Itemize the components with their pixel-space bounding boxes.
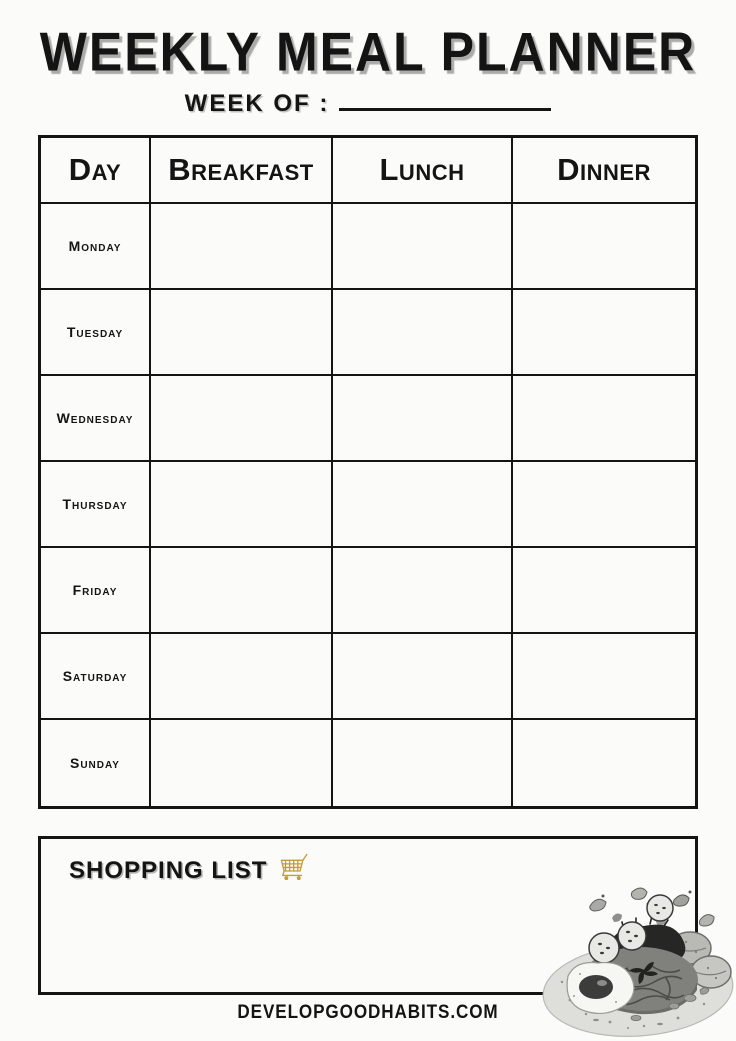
breakfast-cell-monday[interactable] — [151, 204, 333, 290]
day-cell-saturday: Saturday — [41, 634, 151, 720]
lunch-cell-wednesday[interactable] — [333, 376, 513, 462]
breakfast-cell-wednesday[interactable] — [151, 376, 333, 462]
day-cell-friday: Friday — [41, 548, 151, 634]
breakfast-cell-tuesday[interactable] — [151, 290, 333, 376]
food-plate-illustration — [540, 878, 736, 1038]
footer-website: DEVELOPGOODHABITS.COM — [237, 1002, 499, 1023]
header-breakfast: Breakfast — [151, 138, 333, 204]
header-day: Day — [41, 138, 151, 204]
week-of-field[interactable] — [339, 86, 551, 111]
dinner-cell-saturday[interactable] — [513, 634, 695, 720]
breakfast-cell-saturday[interactable] — [151, 634, 333, 720]
week-of-label: WEEK OF : — [184, 90, 330, 117]
shopping-list-header — [69, 853, 309, 888]
shopping-list-label: SHOPPING LIST — [69, 856, 268, 884]
header-dinner: Dinner — [513, 138, 695, 204]
day-cell-sunday: Sunday — [41, 720, 151, 806]
day-cell-monday: Monday — [41, 204, 151, 290]
day-cell-thursday: Thursday — [41, 462, 151, 548]
header-lunch: Lunch — [333, 138, 513, 204]
day-cell-wednesday: Wednesday — [41, 376, 151, 462]
lunch-cell-friday[interactable] — [333, 548, 513, 634]
lunch-cell-saturday[interactable] — [333, 634, 513, 720]
lunch-cell-thursday[interactable] — [333, 462, 513, 548]
dinner-cell-wednesday[interactable] — [513, 376, 695, 462]
meal-planner-table — [38, 135, 698, 809]
breakfast-cell-friday[interactable] — [151, 548, 333, 634]
page-title: WEEKLY MEAL PLANNER — [39, 21, 697, 83]
lunch-cell-sunday[interactable] — [333, 720, 513, 806]
week-of-row — [0, 86, 736, 118]
lunch-cell-monday[interactable] — [333, 204, 513, 290]
breakfast-cell-thursday[interactable] — [151, 462, 333, 548]
dinner-cell-sunday[interactable] — [513, 720, 695, 806]
dinner-cell-friday[interactable] — [513, 548, 695, 634]
lunch-cell-tuesday[interactable] — [333, 290, 513, 376]
dinner-cell-monday[interactable] — [513, 204, 695, 290]
dinner-cell-tuesday[interactable] — [513, 290, 695, 376]
shopping-cart-icon — [277, 853, 309, 888]
day-cell-tuesday: Tuesday — [41, 290, 151, 376]
dinner-cell-thursday[interactable] — [513, 462, 695, 548]
breakfast-cell-sunday[interactable] — [151, 720, 333, 806]
